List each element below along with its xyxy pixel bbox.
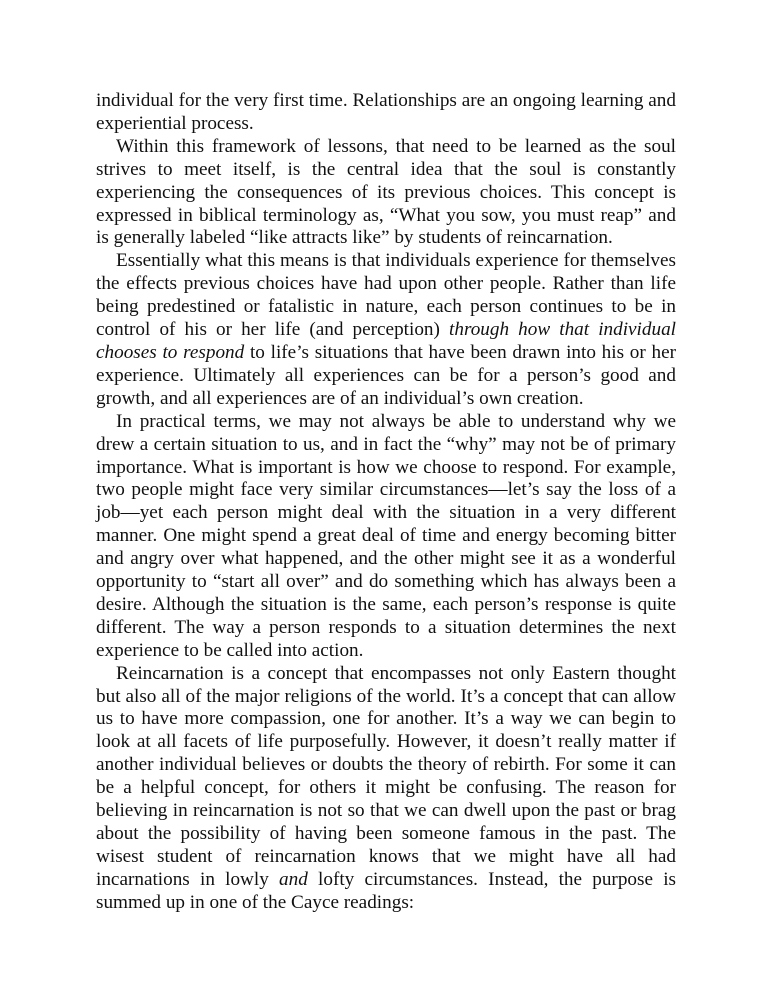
paragraph-3 [96, 250, 676, 410]
paragraph-3-text-end: to life’s situations that have been drawn into his or her experience. Ultimately all experiences can be for a person’s good and growth, and all experiences are of an individual’s own creation. [96, 341, 676, 409]
paragraph-1: individual for the very first time. Relationships are an ongoing learning and experiential process. [96, 90, 676, 134]
paragraph-3-text-start: Essentially what this means is that individuals experience for themselves the effects previous choices have had upon other people. Rather than life being predestined or fatalistic in nature, each person continues to be in control of his or her life (and perception) [96, 250, 676, 341]
paragraph-5-text-start: Reincarnation is a concept that encompasses not only Eastern thought but also all of the major religions of the world. It’s a concept that can allow us to have more compassion, one for another. It’s a way we can begin to look at all facets of life purposefully. However, it doesn’t really matter if another individual believes or doubts the theory of rebirth. For some it can be a helpful concept, for others it might be confusing. The reason for believing in reincarnation is not so that we can dwell upon the past or brag about the possibility of having been someone famous in the past. The wisest student of reincarnation knows that we might have all had incarnations in lowly [96, 662, 676, 890]
paragraph-5 [96, 663, 676, 915]
document-page [96, 90, 676, 915]
paragraph-4: In practical terms, we may not always be able to understand why we drew a certain situation to us, and in fact the “why” may not be of primary importance. What is important is how we choose to respond. For example, two people might face very similar circumstances—let’s say the loss of a job—yet each person might deal with the situation in a very different manner. One might spend a great deal of time and energy becoming bitter and angry over what happened, and the other might see it as a wonderful opportunity to “start all over” and do something which has always been a desire. Although the situation is the same, each person’s response is quite different. The way a person responds to a situation determines the next experience to be called into action. [96, 410, 676, 661]
paragraph-5-italic-word: and [279, 868, 308, 890]
paragraph-3-italic-phrase: through how that individual chooses to respond [96, 319, 677, 363]
paragraph-2: Within this framework of lessons, that need to be learned as the soul strives to meet itself, is the central idea that the soul is constantly experiencing the consequences of its previous choices. This concept is expressed in biblical terminology as, “What you sow, you must reap” and is generally labeled “like attracts like” by students of reincarnation. [96, 135, 676, 249]
paragraph-5-text-end: lofty circumstances. Instead, the purpose is summed up in one of the Cayce readings: [96, 868, 676, 913]
